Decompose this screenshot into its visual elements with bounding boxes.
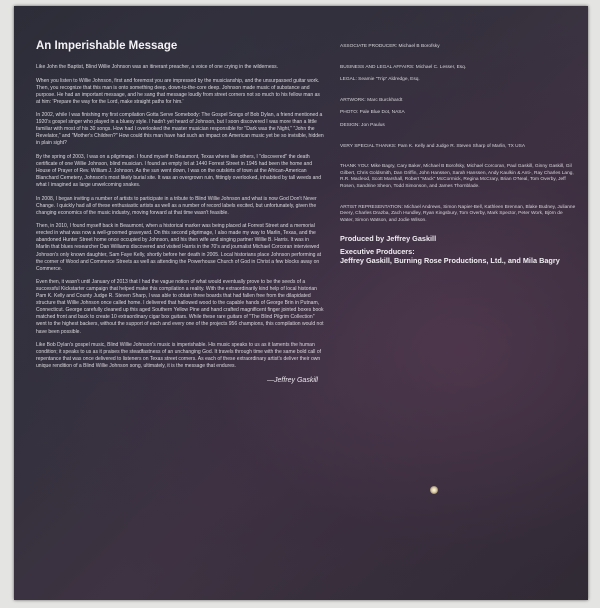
credit-photo: PHOTO: Pale Blue Dot, NASA	[340, 110, 405, 116]
booklet-spread	[14, 6, 588, 600]
essay-paragraph: Like Bob Dylan's gospel music, Blind Willie Johnson's music is imperishable. His music speaks to us as it laments the human condition; it speaks to us as it praises the steadfastness of an unchanging God. It travels through time with the same bold call of repentance that was once delivered to listeners on Texas street corners. As each of these extraordinary artist's deliver their own unique rendition of a Blind Willie Johnson song, ultimately, it is the message that endures.	[36, 342, 322, 370]
essay-title: An Imperishable Message	[36, 40, 178, 52]
essay-paragraph: In 2008, I began inviting a number of artists to participate in a tribute to Blind Willie Johnson and what is now God Don't Never Change. I quickly had all of these enthusiastic artists as well as a number of record labels excited, but unfortunately, given the changing economics of the music industry, moving forward at that time wasn't feasible.	[36, 195, 317, 216]
essay-column	[36, 40, 324, 384]
essay-paragraph: By the spring of 2003, I was on a pilgrimage. I found myself in Beaumont, Texas where like others, I "discovered" the death certificate of one Willie Johnson, blind musician. I found an empty lot at 1440 Forrest Street in 1945 had been the home and House of Prayer of Rev. William J. Johnson. As the sun went down, I was on the outskirts of town at the African-American Blanchard Cemetery, Johnson's most likely burial site. It was an overgrown ruin, fittingly overlooked, inhabited by tall weeds and what I imagined as large unwelcoming snakes.	[36, 153, 322, 189]
credit-special-thanks: VERY SPECIAL THANKS: Pam K. Kelly and Judge R. Steven Sharp of Marlin, TX USA	[340, 143, 526, 149]
credit-artist-representation: ARTIST REPRESENTATION: Michael Andrews, Simon Napier-Bell, Kathleen Brennan, Blake Budney, Julianne Deery, Charles Drazba, Zach Hundley, Ryan Kingsbury, Tom Overby, Mark Spector, Peter Work, Björn de Water, Simon Watson, and Jodie Wilson.	[340, 204, 576, 223]
pale-blue-dot	[430, 486, 438, 494]
credit-business-affairs: BUSINESS AND LEGAL AFFAIRS: Michael C. Lesser, Esq.	[340, 64, 467, 70]
credit-artwork: ARTWORK: Marc Burckhardt	[340, 97, 403, 103]
credit-legal: LEGAL: Seamie "Trip" Aldredge, Esq.	[340, 77, 420, 83]
produced-by: Produced by Jeffrey Gaskill	[340, 234, 437, 244]
essay-signature: —Jeffrey Gaskill	[267, 376, 318, 384]
essay-paragraph: Like John the Baptist, Blind Willie Johnson was an itinerant preacher, a voice of one crying in the wilderness.	[36, 64, 279, 70]
executive-producers-label: Executive Producers:	[340, 246, 415, 256]
executive-producers-names: Jeffrey Gaskill, Burning Rose Productions, Ltd., and Mila Bagry	[340, 256, 560, 266]
essay-paragraph: Even then, it wasn't until January of 2013 that I had the vague notion of what would eventually prove to be the seeds of a successful Kickstarter campaign that helped make this compilation a reality. With the extraordinarily kind help of local historian Pam K. Kelly and County Judge R. Steven Sharp, I was able to obtain three boards that had fallen free from the dilapidated structure that Willie Johnson once called home. I delivered that hallowed wood to the capable hands of George Brin in Putnam, Connecticut. George carefully cleaned up this aged Southern Yellow Pine and hand crafted magnificent finger jointed boxes book matched front and back to create 10 extraordinary cigar box guitars. While these rare guitars of "The Blind Pilgrim Collection" went to the highest backers, without the support of each and every one of the projects 956 champions, this compilation would not have been possible.	[36, 279, 324, 335]
essay-paragraph: In 2002, while I was finishing my first compilation Gotta Serve Somebody: The Gospel Songs of Bob Dylan, a friend mentioned a 1920's gospel singer who played in a bluesy style. I hadn't yet heard of Johnson, but I soon discovered I was more than a little familiar with most of his 30 songs. How had I overlooked the master musician responsible for "Dark was the Night," "John the Revelator," and "Mother's Children?" How could this man have had such an impact on American music yet be so invisible, hidden in plain sight?	[36, 112, 324, 147]
credit-associate-producer: ASSOCIATE PRODUCER: Michael B Borofsky	[340, 44, 440, 49]
credit-thank-you: THANK YOU: Mike Bagry, Cary Baker, Michael B Borofsky, Michael Corcoran, Paul Gaskill, Ginny Gaskill, Gil Gilbert, Chris Goldsmith, Dan Griffin, John Hanssen, Sarah Hanssen, Andy Kaulkin & Anti-, Ray Charles Lang, R.R. Macleod, Scott Marshall, Robert "Mack" McCormick, Regina McCrary, Brian O'Neal, Tom Overby, Jeff Rosen, Sandrine Sheon, Todd Simonson, and James Thornblade.	[340, 164, 574, 189]
essay-paragraph: When you listen to Willie Johnson, first and foremost you are impressed by the musicianship, and the unsurpassed guitar work. Then, you recognize that this man is onto something deep, down-to-the-core deep. Johnson made music of substance and purpose. He had an important message, and he sang that message loudly from street corners not so much to his fellow man as at him: 'Prepare the way for the Lord, make straight paths for him.'	[36, 77, 320, 105]
credit-design: DESIGN: Jon Paulus	[340, 122, 385, 128]
essay-paragraph: Then, in 2010, I found myself back in Beaumont, when a historical marker was being placed at Forrest Street and a memorial erected in what was now a well-groomed graveyard. On this second pilgrimage, I also made my way to Marlin, Texas, and the abandoned Hunter Street home once occupied by Johnson, and his then wife and singing partner Willie B. Harris. It was in Marlin that blues researcher Dan Williams discovered and visited Harris in the 70's and journalist Michael Corcoran interviewed Johnson's only known daughter, Sam Faye Kelly, shortly before her death in 2005. Local historians place Johnson performing at the corner of Wood and Commerce Streets as well as attending the Powerhouse Church of God in Christ a few blocks away on Commerce.	[36, 223, 322, 272]
credits-column	[340, 44, 576, 266]
